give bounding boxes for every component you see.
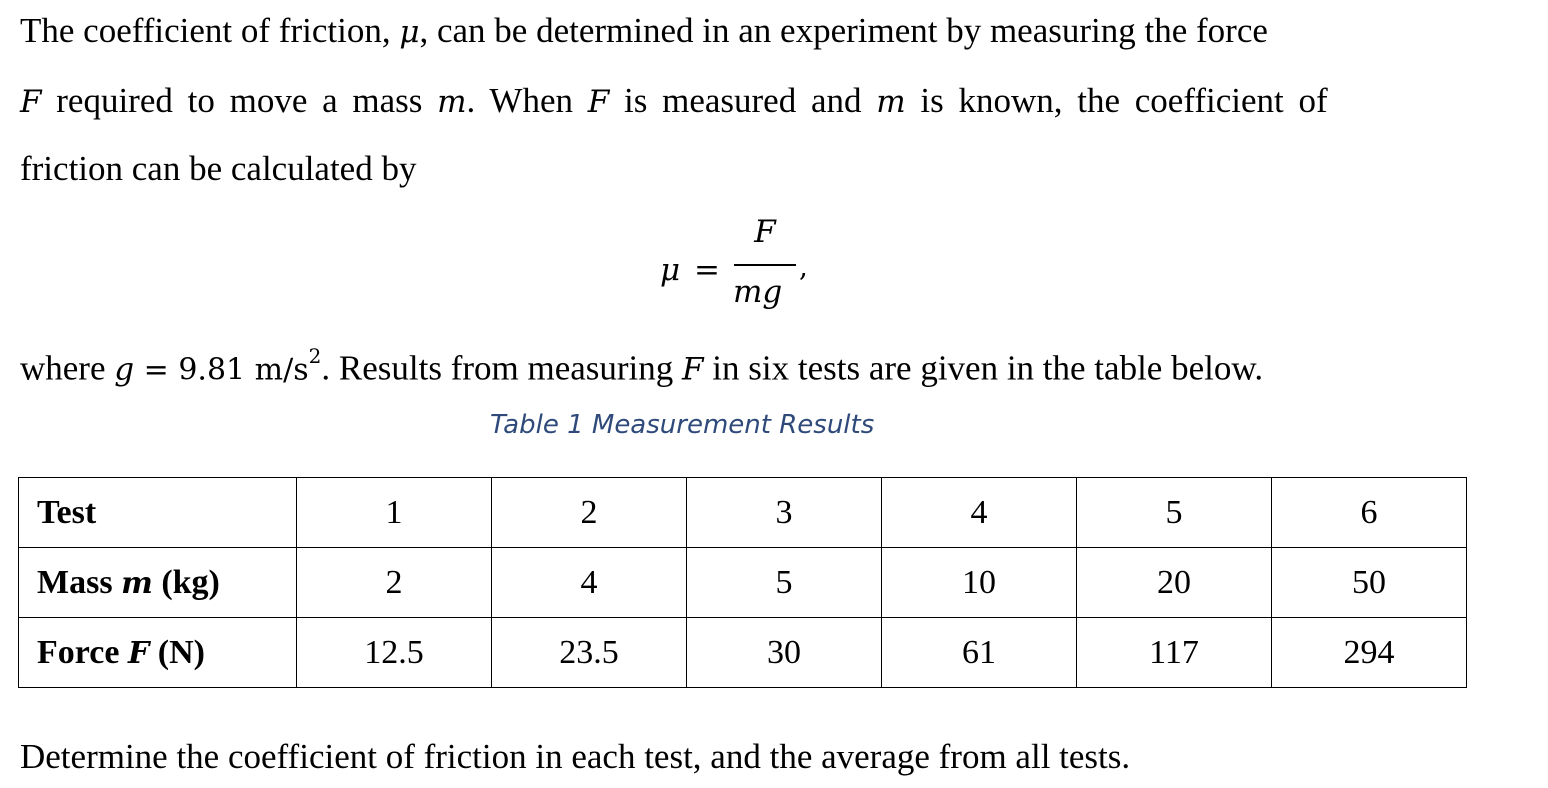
table-cell: 5 [687, 548, 882, 618]
table-caption: Table 1 Measurement Results [490, 410, 875, 440]
gravity-exponent: 2 [308, 344, 322, 368]
where-line [20, 340, 1263, 391]
intro-text: , can be determined in an experiment by measuring the force [419, 11, 1268, 50]
measurement-table [18, 477, 1467, 688]
table-cell: 3 [687, 478, 882, 548]
force-symbol: F [127, 635, 150, 671]
table-cell: 61 [882, 618, 1077, 688]
table-cell: 117 [1077, 618, 1272, 688]
where-text: where [20, 348, 115, 388]
where-text: . Results from measuring [321, 348, 683, 388]
mass-symbol: m [876, 84, 906, 120]
table-row [19, 478, 1467, 548]
intro-text: . When [466, 81, 588, 120]
row-header-force [19, 618, 297, 688]
intro-text: friction can be calculated by [20, 149, 417, 188]
table-cell: 1 [297, 478, 492, 548]
table-cell: 6 [1272, 478, 1467, 548]
formula-denominator: mg [733, 274, 783, 310]
where-equals: = [134, 352, 179, 388]
formula-equals: = [694, 252, 720, 288]
force-symbol: F [682, 351, 704, 388]
mu-symbol: μ [399, 14, 420, 50]
table-row [19, 618, 1467, 688]
row-header-unit: (kg) [152, 563, 220, 601]
table-cell: 294 [1272, 618, 1467, 688]
gravity-value: 9.81 m/s [178, 352, 309, 388]
table-cell: 2 [492, 478, 687, 548]
mass-symbol: m [121, 565, 153, 601]
friction-formula [660, 214, 860, 314]
row-header-test: Test [19, 478, 297, 548]
row-header-text: Mass [37, 563, 122, 601]
intro-line-3 [20, 149, 416, 189]
gravity-symbol: g [114, 351, 135, 388]
mass-symbol: m [437, 84, 467, 120]
table-cell: 12.5 [297, 618, 492, 688]
where-text: in six tests are given in the table below. [703, 348, 1264, 388]
table-row [19, 548, 1467, 618]
force-symbol: F [587, 84, 610, 120]
table-cell: 4 [882, 478, 1077, 548]
intro-text: is measured and [609, 81, 877, 120]
table-cell: 23.5 [492, 618, 687, 688]
intro-text: The coefficient of friction, [20, 11, 400, 50]
row-header-unit: (N) [149, 633, 205, 671]
row-header-mass [19, 548, 297, 618]
table-cell: 50 [1272, 548, 1467, 618]
formula-comma: , [799, 250, 808, 283]
table-cell: 10 [882, 548, 1077, 618]
formula-lhs: μ [660, 252, 681, 288]
intro-text: is known, the coefficient of [905, 81, 1328, 120]
row-header-text: Force [37, 633, 128, 671]
table-cell: 20 [1077, 548, 1272, 618]
question-text: Determine the coefficient of friction in each test, and the average from all tests. [20, 737, 1131, 776]
intro-line-2 [20, 81, 1328, 122]
formula-numerator: F [754, 214, 776, 250]
intro-text: required to move a mass [41, 81, 438, 120]
intro-line-1 [20, 11, 1268, 52]
force-symbol: F [20, 84, 42, 120]
table-cell: 2 [297, 548, 492, 618]
table-cell: 30 [687, 618, 882, 688]
table-cell: 5 [1077, 478, 1272, 548]
fraction-bar [734, 264, 796, 266]
table-cell: 4 [492, 548, 687, 618]
